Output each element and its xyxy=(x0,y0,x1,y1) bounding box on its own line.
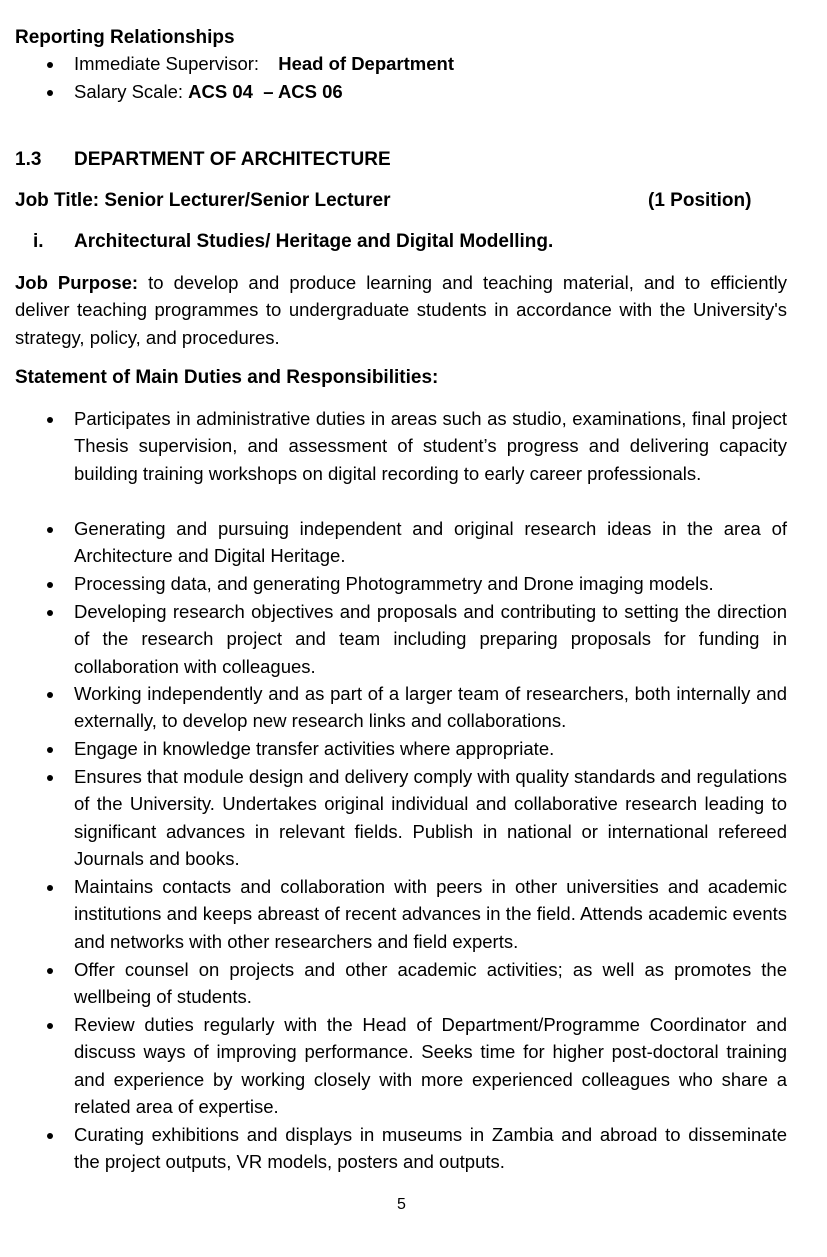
section-number: 1.3 xyxy=(15,149,42,170)
position-count: (1 Position) xyxy=(648,190,752,211)
supervisor-label: Immediate Supervisor: xyxy=(74,53,260,74)
duty-item: Offer counsel on projects and other academic activities; as well as promotes the wellbeing of students. xyxy=(74,959,787,1008)
duty-item: Maintains contacts and collaboration with peers in other universities and academic institutions and keeps abreast of recent advances in the field. Attends academic events and networks with other researchers and field experts. xyxy=(74,876,787,952)
duty-item: Engage in knowledge transfer activities where appropriate. xyxy=(74,738,555,759)
bullet-icon xyxy=(47,610,53,616)
job-purpose-label: Job Purpose: xyxy=(15,272,139,293)
salary-value: ACS 04 – ACS 06 xyxy=(188,81,343,102)
job-purpose xyxy=(15,269,787,351)
bullet-icon xyxy=(47,885,53,891)
duty-item: Processing data, and generating Photogrammetry and Drone imaging models. xyxy=(74,573,714,594)
bullet-icon xyxy=(47,1023,53,1029)
bullet-icon xyxy=(47,968,53,974)
bullet-icon xyxy=(47,62,53,68)
duty-item: Review duties regularly with the Head of Department/Programme Coordinator and discuss ways of improving performance. Seeks time for higher post-doctoral training and experience by working closely with more experienced colleagues who share a related area of expertise. xyxy=(74,1014,787,1118)
section-title: DEPARTMENT OF ARCHITECTURE xyxy=(74,149,391,170)
duty-item: Generating and pursuing independent and original research ideas in the area of Architecture and Digital Heritage. xyxy=(74,518,787,567)
subsection-number: i. xyxy=(33,231,44,252)
subsection-title: Architectural Studies/ Heritage and Digital Modelling. xyxy=(74,231,554,252)
salary-line xyxy=(74,81,343,103)
salary-label: Salary Scale: xyxy=(74,81,183,102)
duty-item: Curating exhibitions and displays in museums in Zambia and abroad to disseminate the project outputs, VR models, posters and outputs. xyxy=(74,1124,787,1173)
supervisor-value: Head of Department xyxy=(278,53,454,74)
bullet-icon xyxy=(47,582,53,588)
duty-item: Participates in administrative duties in areas such as studio, examinations, final project Thesis supervision, and assessment of student’s progress and delivering capacity building training workshops on digital recording to early career professionals. xyxy=(74,408,787,484)
bullet-icon xyxy=(47,692,53,698)
reporting-heading: Reporting Relationships xyxy=(15,27,235,48)
page-number: 5 xyxy=(397,1196,406,1213)
bullet-icon xyxy=(47,747,53,753)
duty-item: Working independently and as part of a larger team of researchers, both internally and externally, to develop new research links and collaborations. xyxy=(74,683,787,732)
job-purpose-text: to develop and produce learning and teaching material, and to efficiently deliver teaching programmes to undergraduate students in accordance with the University's strategy, policy, and procedures. xyxy=(15,272,787,348)
bullet-icon xyxy=(47,775,53,781)
duty-item: Developing research objectives and proposals and contributing to setting the direction of the research project and team including preparing proposals for funding in collaboration with colleagues. xyxy=(74,601,787,677)
bullet-icon xyxy=(47,90,53,96)
job-title: Job Title: Senior Lecturer/Senior Lecturer xyxy=(15,190,391,211)
duty-item: Ensures that module design and delivery comply with quality standards and regulations of the University. Undertakes original individual and collaborative research leading to significant advances in relevant fields. Publish in national or international refereed Journals and books. xyxy=(74,766,787,870)
duties-heading: Statement of Main Duties and Responsibilities: xyxy=(15,367,439,388)
bullet-icon xyxy=(47,527,53,533)
bullet-icon xyxy=(47,1133,53,1139)
supervisor-line xyxy=(74,53,454,75)
bullet-icon xyxy=(47,417,53,423)
